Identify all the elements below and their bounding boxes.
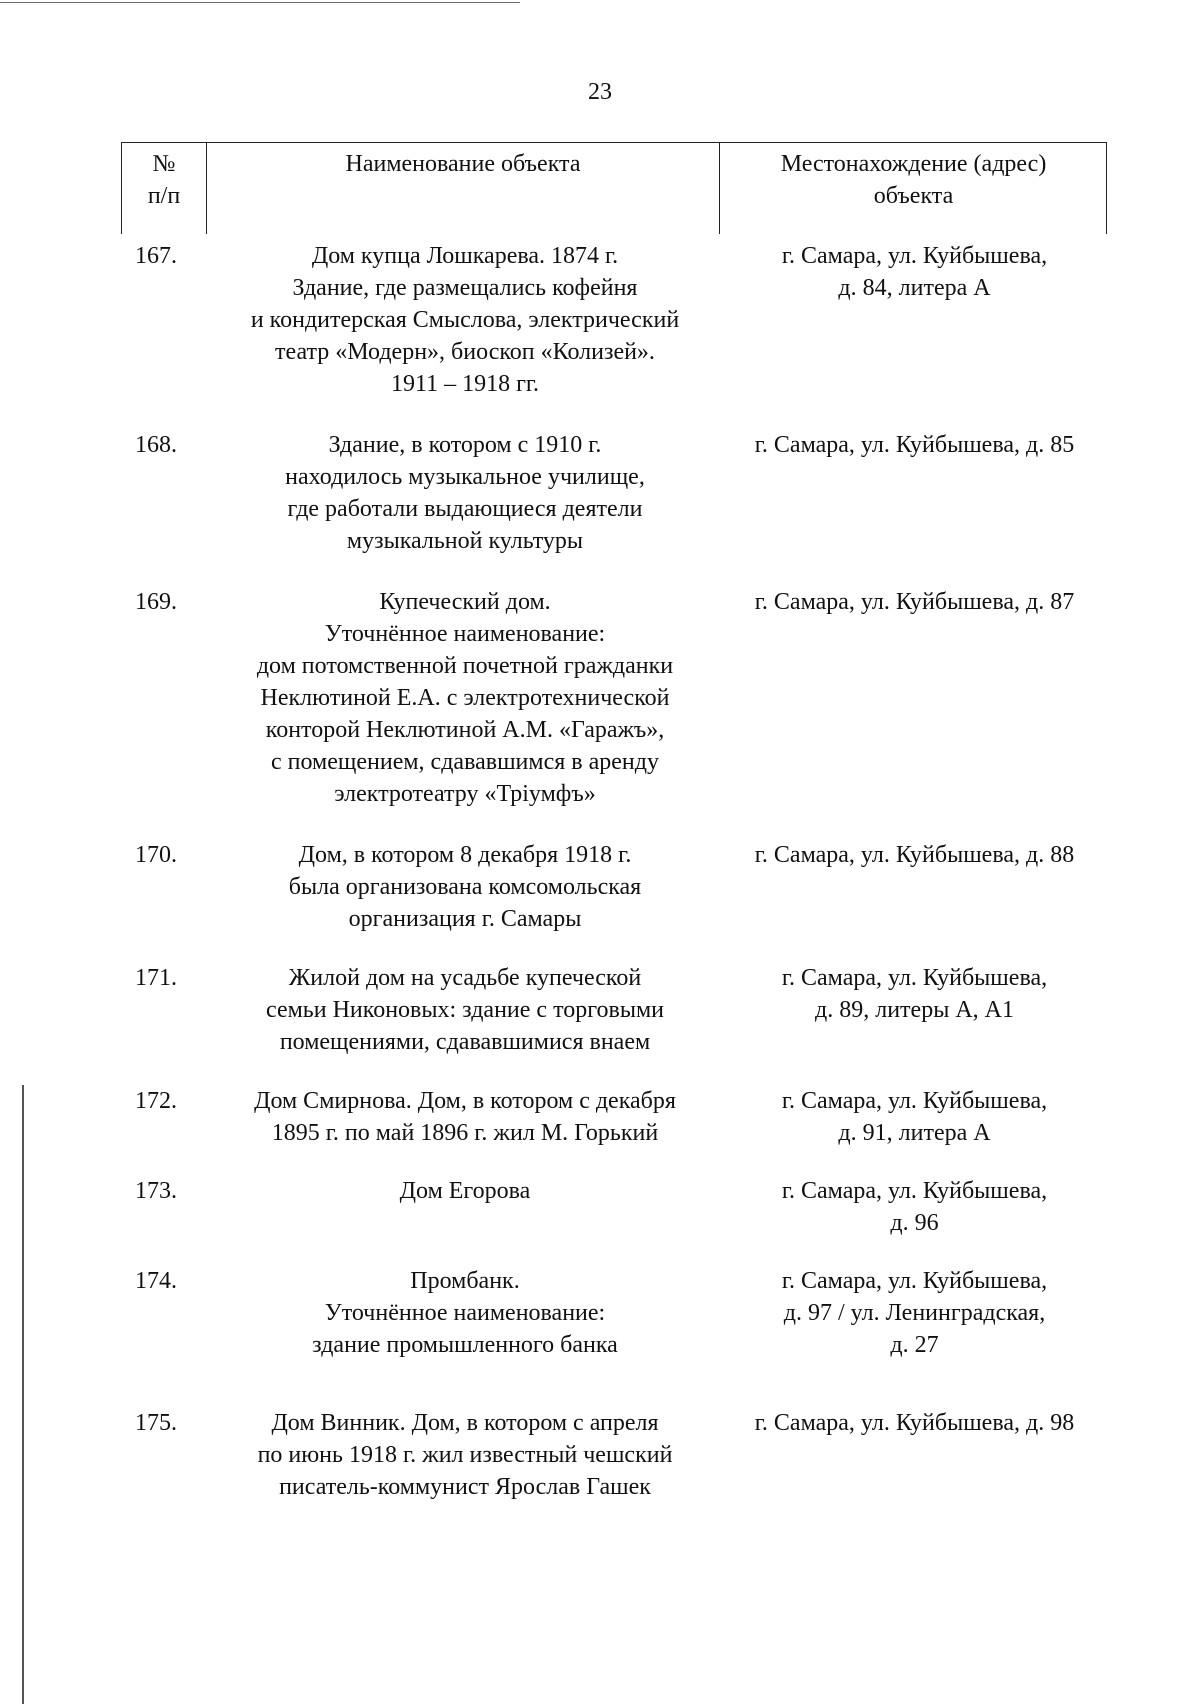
- object-name: Здание, в котором с 1910 г. находилось музыкальное училище, где работали выдающиеся деятели музыкальной культуры: [285, 432, 645, 554]
- scan-edge-line: [0, 2, 520, 3]
- row-number: 175.: [135, 1410, 177, 1436]
- object-name: Жилой дом на усадьбе купеческой семьи Никоновых: здание с торговыми помещениями, сдававшимися внаем: [266, 965, 664, 1055]
- object-name: Дом Егорова: [399, 1178, 531, 1204]
- object-name: Дом Винник. Дом, в котором с апреля по июнь 1918 г. жил известный чешский писатель-коммунист Ярослав Гашек: [257, 1410, 673, 1500]
- row-number: 171.: [135, 965, 177, 991]
- object-address: г. Самара, ул. Куйбышева, д. 89, литеры А, А1: [781, 965, 1048, 1023]
- row-number: 170.: [135, 842, 177, 868]
- page-number: 23: [588, 79, 612, 105]
- object-address: г. Самара, ул. Куйбышева, д. 97 / ул. Ленинградская, д. 27: [781, 1268, 1048, 1358]
- row-number: 174.: [135, 1268, 177, 1294]
- object-name: Дом, в котором 8 декабря 1918 г. была организована комсомольская организация г. Самары: [288, 842, 642, 932]
- row-number: 172.: [135, 1088, 177, 1114]
- object-address: г. Самара, ул. Куйбышева, д. 88: [754, 842, 1075, 868]
- header-num: № п/п: [147, 151, 181, 209]
- object-address: г. Самара, ул. Куйбышева, д. 84, литера А: [781, 243, 1048, 301]
- object-name: Промбанк. Уточнённое наименование: здание промышленного банка: [312, 1268, 618, 1358]
- row-number: 173.: [135, 1178, 177, 1204]
- object-address: г. Самара, ул. Куйбышева, д. 96: [781, 1178, 1048, 1236]
- object-name: Дом Смирнова. Дом, в котором с декабря 1895 г. по май 1896 г. жил М. Горький: [254, 1088, 676, 1146]
- row-number: 167.: [135, 243, 177, 269]
- header-name: Наименование объекта: [345, 151, 581, 177]
- object-address: г. Самара, ул. Куйбышева, д. 85: [754, 432, 1075, 458]
- object-address: г. Самара, ул. Куйбышева, д. 87: [754, 589, 1075, 615]
- header-address: Местонахождение (адрес) объекта: [780, 151, 1047, 209]
- row-number: 168.: [135, 432, 177, 458]
- scan-left-edge: [22, 1085, 24, 1704]
- object-address: г. Самара, ул. Куйбышева, д. 98: [754, 1410, 1075, 1436]
- row-number: 169.: [135, 589, 177, 615]
- object-name: Купеческий дом. Уточнённое наименование: дом потомственной почетной гражданки Неклютиной Е.А. с электротехнической конторой Неклютиной А.М. «Гаражъ», с помещением, сдававшимся в аренду электротеатру «Тріумфъ»: [256, 589, 674, 807]
- object-address: г. Самара, ул. Куйбышева, д. 91, литера А: [781, 1088, 1048, 1146]
- object-name: Дом купца Лошкарева. 1874 г. Здание, где размещались кофейня и кондитерская Смыслова, электрический театр «Модерн», биоскоп «Колизей». 1911 – 1918 гг.: [250, 243, 680, 397]
